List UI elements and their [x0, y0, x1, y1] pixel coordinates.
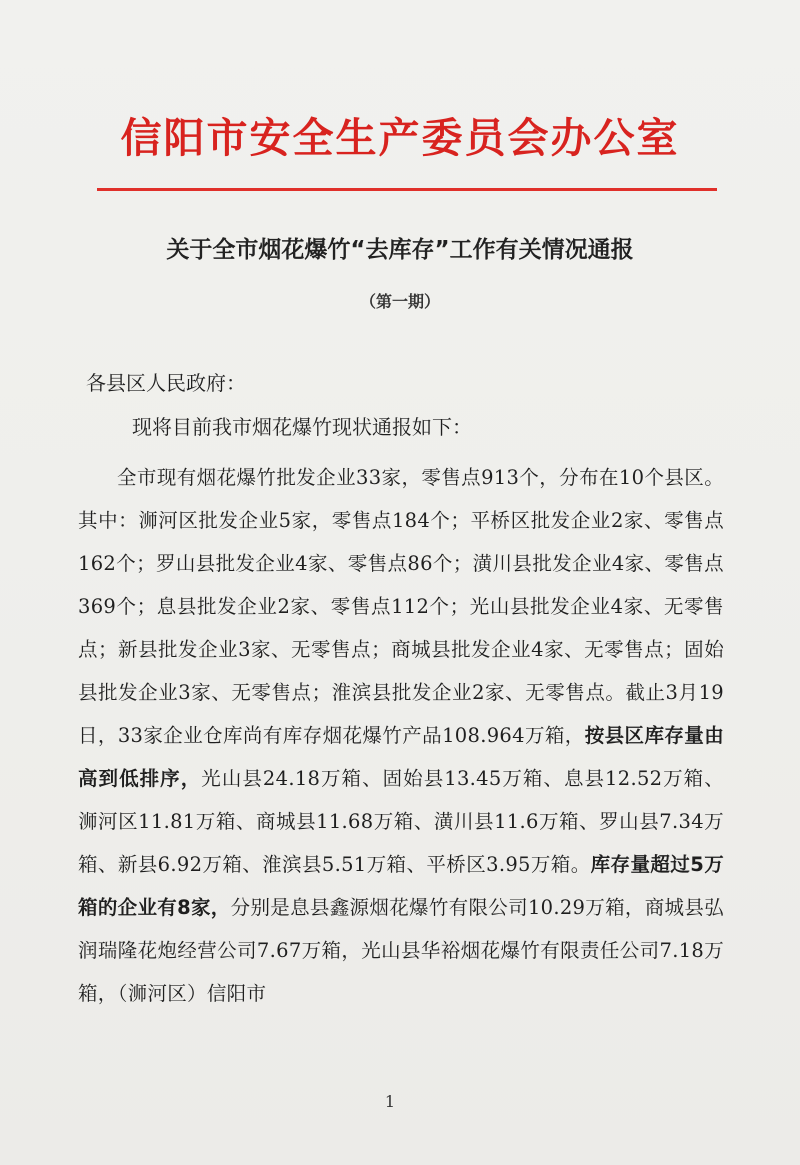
red-header-rule [97, 188, 717, 191]
paragraph-segment: 光山县24.18万箱、固始县13.45万箱、息县12.52万箱、浉河区11.81万箱、商城县11.68万箱、潢川县11.6万箱、罗山县7.34万箱、新县6.92万箱、淮滨县5.51万箱、平桥区3.95万箱。 [78, 767, 724, 876]
intro-line: 现将目前我市烟花爆竹现状通报如下： [132, 415, 472, 439]
issuing-organization: 信阳市安全生产委员会办公室 [120, 114, 680, 162]
body-paragraph [78, 456, 724, 1015]
issue-number: （第一期） [359, 292, 440, 311]
paragraph-segment: 全市现有烟花爆竹批发企业33家，零售点913个，分布在10个县区。其中：浉河区批发企业5家，零售点184个；平桥区批发企业2家、零售点162个；罗山县批发企业4家、零售点86个；潢川县批发企业4家、零售点369个；息县批发企业2家、零售点112个；光山县批发企业4家、无零售点；新县批发企业3家、无零售点；商城县批发企业4家、无零售点；固始县批发企业3家、无零售点；淮滨县批发企业2家、无零售点。截止3月19日，33家企业仓库尚有库存烟花爆竹产品108.964万箱， [78, 466, 724, 747]
paragraph-segment: 分别是息县鑫源烟花爆竹有限公司10.29万箱，商城县弘润瑞隆花炮经营公司7.67万箱，光山县华裕烟花爆竹有限责任公司7.18万箱，（浉河区）信阳市 [78, 896, 725, 1005]
bold-ranking-phrase: 按县区库存量由高到低排序， [78, 724, 724, 790]
salutation: 各县区人民政府： [86, 371, 246, 395]
bold-enterprise-count-phrase: 库存量超过5万箱的企业有8家， [78, 853, 724, 919]
document-title: 关于全市烟花爆竹“去库存”工作有关情况通报 [166, 237, 634, 263]
page-number: 1 [384, 1092, 396, 1111]
